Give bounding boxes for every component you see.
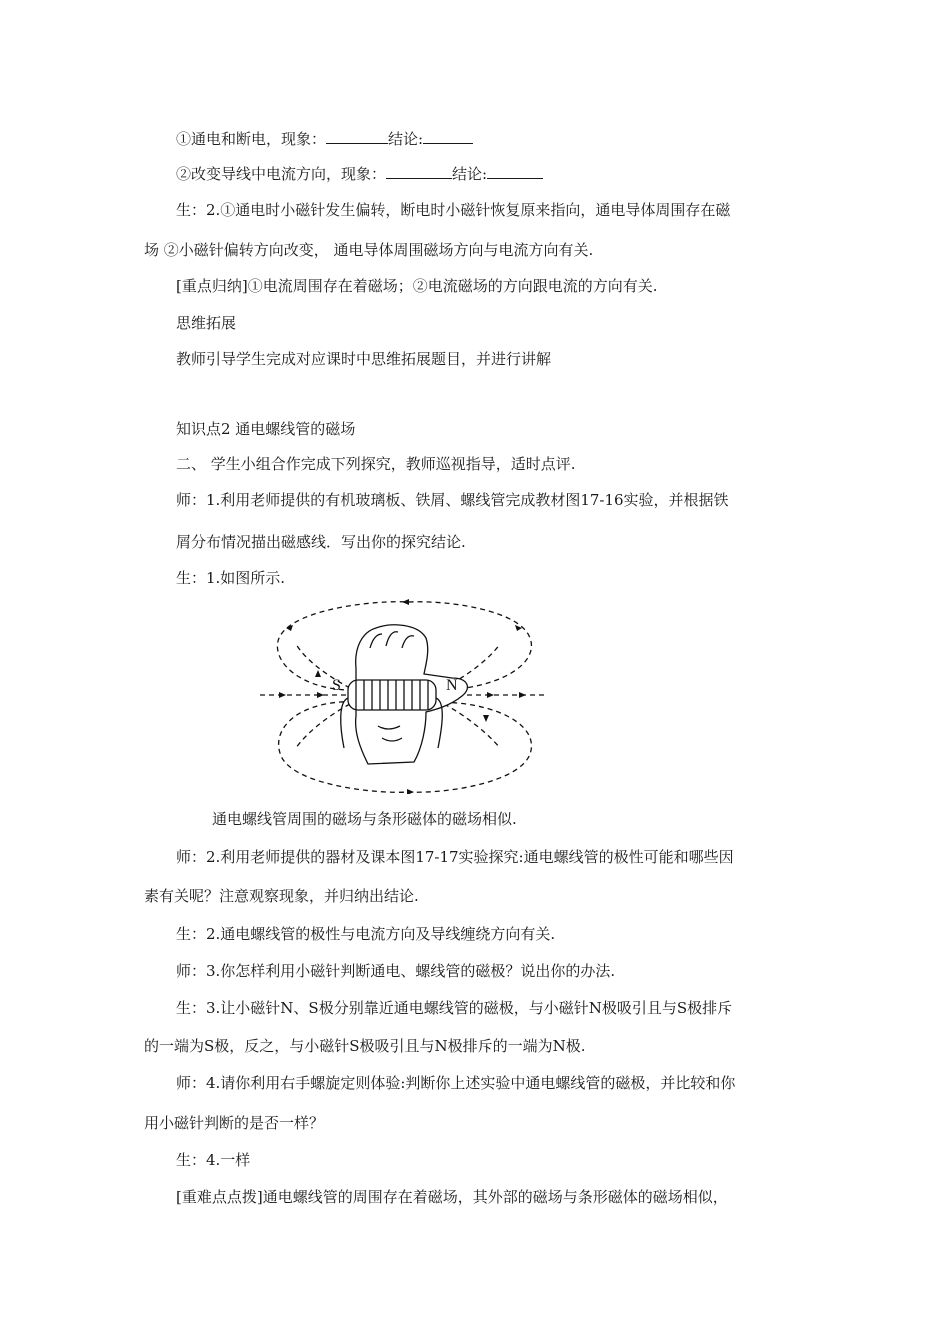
student-answer-4: 生：4.一样: [176, 1151, 251, 1169]
teacher-question-2-cont: 素有关呢？注意观察现象，并归纳出结论.: [144, 887, 419, 905]
question-line-2: ②改变导线中电流方向，现象： 结论:: [176, 164, 543, 184]
teacher-question-4-cont: 用小磁针判断的是否一样？: [144, 1114, 325, 1132]
teacher-question-2: 师：2.利用老师提供的器材及课本图17-17实验探究:通电螺线管的极性可能和哪些因: [176, 848, 734, 866]
arrow-icon: [407, 789, 414, 794]
teacher-guidance: 教师引导学生完成对应课时中思维拓展题目，并进行讲解: [176, 350, 552, 368]
pole-s-label: S: [332, 677, 341, 694]
knowledge-point-heading: 知识点2 通电螺线管的磁场: [176, 420, 356, 438]
section-heading-thinking: 思维拓展: [176, 314, 237, 332]
inner-field-line-4: [444, 704, 500, 748]
arrow-icon: [515, 625, 522, 631]
student-answer-3: 生：3.让小磁针N、S极分别靠近通电螺线管的磁极，与小磁针N极吸引且与S极排斥: [176, 999, 733, 1017]
answer-blank: [487, 164, 543, 179]
pole-n-label: N: [446, 677, 458, 694]
answer-blank: [326, 129, 388, 144]
arrow-icon: [315, 670, 321, 677]
key-summary: [重点归纳]①电流周围存在着磁场；②电流磁场的方向跟电流的方向有关.: [176, 277, 658, 295]
answer-blank: [423, 129, 473, 144]
student-answer-2: 生：2.①通电时小磁针发生偏转，断电时小磁针恢复原来指向，通电导体周围存在磁: [176, 201, 731, 219]
student-answer-2-cont: 场 ②小磁针偏转方向改变， 通电导体周围磁场方向与电流方向有关.: [144, 241, 594, 259]
question-line-1: ①通电和断电，现象： 结论:: [176, 129, 473, 149]
student-answer-1: 生：1.如图所示.: [176, 569, 286, 587]
arrow-icon: [519, 692, 526, 698]
teacher-question-4: 师：4.请你利用右手螺旋定则体验:判断你上述实验中通电螺线管的磁极，并比较和你: [176, 1074, 736, 1092]
teacher-question-1: 师：1.利用老师提供的有机玻璃板、铁屑、螺线管完成教材图17-16实验，并根据铁: [176, 491, 729, 509]
arrow-icon: [483, 715, 489, 722]
inner-field-line-2: [296, 704, 350, 748]
inner-field-line-1: [296, 644, 350, 688]
student-answer-3-cont: 的一端为S极，反之，与小磁针S极吸引且与N极排斥的一端为N极.: [144, 1037, 586, 1055]
figure-conclusion: 通电螺线管周围的磁场与条形磁体的磁场相似.: [212, 810, 517, 828]
arrow-icon: [279, 692, 286, 698]
arrow-icon: [402, 599, 409, 605]
solenoid-field-figure: [258, 598, 550, 794]
coil-body: [348, 680, 436, 710]
key-difficulty-note: [重难点点拨]通电螺线管的周围存在着磁场，其外部的磁场与条形磁体的磁场相似，: [176, 1188, 728, 1206]
group-activity-heading: 二、 学生小组合作完成下列探究，教师巡视指导，适时点评.: [176, 455, 576, 473]
arrow-icon: [317, 692, 324, 698]
answer-blank: [386, 164, 452, 179]
teacher-question-1-cont: 屑分布情况描出磁感线．写出你的探究结论.: [176, 533, 466, 551]
student-answer-2b: 生：2.通电螺线管的极性与电流方向及导线缠绕方向有关.: [176, 925, 556, 943]
teacher-question-3: 师：3.你怎样利用小磁针判断通电、螺线管的磁极？说出你的办法.: [176, 962, 616, 980]
hand-and-coil: [341, 625, 468, 764]
arrow-icon: [487, 692, 494, 698]
